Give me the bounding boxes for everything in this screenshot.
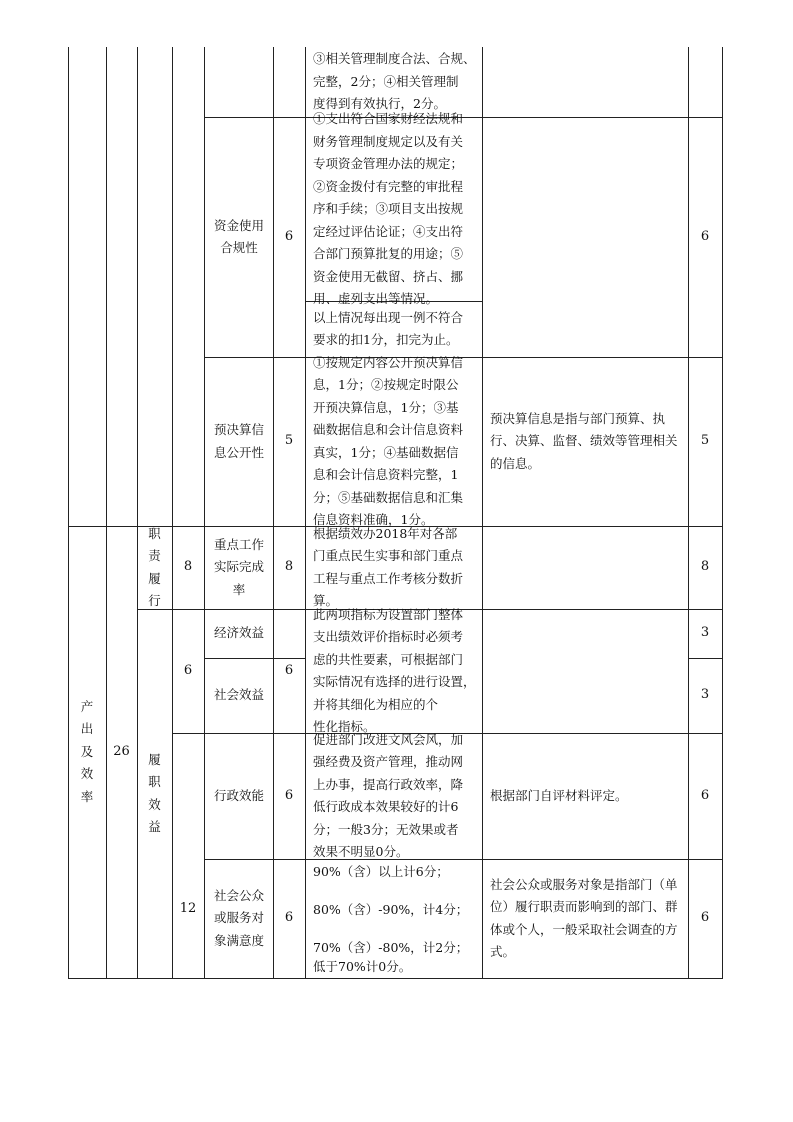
weight-cell: 6 <box>284 910 294 926</box>
score-cell: 6 <box>700 910 710 926</box>
category-weight-cell: 26 <box>113 743 130 759</box>
weight-cell: 6 <box>284 228 294 244</box>
score-cell: 5 <box>700 433 710 449</box>
note-cell: 社会公众或服务对象是指部门（单 位）履行职责而影响到的部门、群 体或个人，一般采取社会调查的方 式。 <box>490 876 678 959</box>
subcategory-weight-cell: 8 <box>183 559 193 575</box>
weight-cell: 8 <box>284 559 294 575</box>
weight-cell: 6 <box>284 787 294 803</box>
rule-cell: ①按规定内容公开预决算信 息，1分；②按规定时限公 开预决算信息，1分；③基 础数据信息和会计信息资料 真实，1分；④基础数据信 息和会计信息资料完整，1 分；⑤基础数据信息和汇集 信息资料准确，1分。 <box>313 354 464 527</box>
grid-line <box>482 47 483 979</box>
weight-cell: 6 <box>284 662 294 678</box>
indicator-name-cell: 资金使用 合规性 <box>213 217 264 255</box>
score-cell: 3 <box>700 687 710 703</box>
category-cell: 产出及效率 <box>80 698 94 804</box>
indicator-name-cell: 行政效能 <box>213 787 264 803</box>
indicator-name-cell: 预决算信 息公开性 <box>213 422 264 460</box>
rule-cell: 90%（含）以上计6分； 80%（含）-90%，计4分； 70%（含）-80%，计2分； 低于70%计0分。 <box>313 863 469 974</box>
score-cell: 8 <box>700 559 710 575</box>
score-cell: 3 <box>700 625 710 641</box>
note-cell: 预决算信息是指与部门预算、执 行、决算、监督、绩效等管理相关 的信息。 <box>490 410 678 471</box>
group-weight-cell: 6 <box>183 662 193 678</box>
grid-line <box>722 47 723 979</box>
indicator-name-cell: 社会效益 <box>213 687 264 703</box>
grid-line <box>68 978 723 979</box>
score-cell: 6 <box>700 787 710 803</box>
rule-cell: 促进部门改进文风会风，加 强经费及资产管理，推动网 上办事，提高行政效率，降 低行政成本效果较好的计6 分；一般3分；无效果或者 效果不明显0分。 <box>313 731 464 859</box>
subcategory-cell: 履职效益 <box>148 751 161 834</box>
rule-cell: 根据绩效办2018年对各部 门重点民生实事和部门重点 工程与重点工作考核分数折 算。 <box>313 525 464 608</box>
indicator-name-cell: 经济效益 <box>213 625 264 641</box>
rule-cell: ①支出符合国家财经法规和 财务管理制度规定以及有关 专项资金管理办法的规定； ②资金拨付有完整的审批程 序和手续；③项目支出按规 定经过评估论证；④支出符 合部门预算批复的用途；⑤ 资金使用无截留、挤占、挪 用、虚列支出等情况。 <box>313 111 464 307</box>
subcategory-cell: 职责履行 <box>148 525 161 608</box>
rule-cell: 以上情况每出现一例不符合 要求的扣1分，扣完为止。 <box>313 309 464 347</box>
note-cell: 根据部门自评材料评定。 <box>490 787 628 803</box>
indicator-name-cell: 重点工作 实际完成 率 <box>213 536 264 597</box>
grid-line <box>305 47 306 979</box>
rule-cell: ③相关管理制度合法、合规、 完整，2分；④相关管理制 度得到有效执行，2分。 <box>313 51 476 112</box>
indicator-name-cell: 社会公众 或服务对 象满意度 <box>213 887 264 948</box>
score-cell: 6 <box>700 228 710 244</box>
evaluation-table <box>68 47 723 979</box>
rule-cell: 此两项指标为设置部门整体 支出绩效评价指标时必须考 虑的共性要素，可根据部门 实际情况有选择的进行设置， 并将其细化为相应的个 性化指标。 <box>313 606 476 734</box>
group-weight-cell: 12 <box>179 900 197 916</box>
weight-cell: 5 <box>284 433 294 449</box>
